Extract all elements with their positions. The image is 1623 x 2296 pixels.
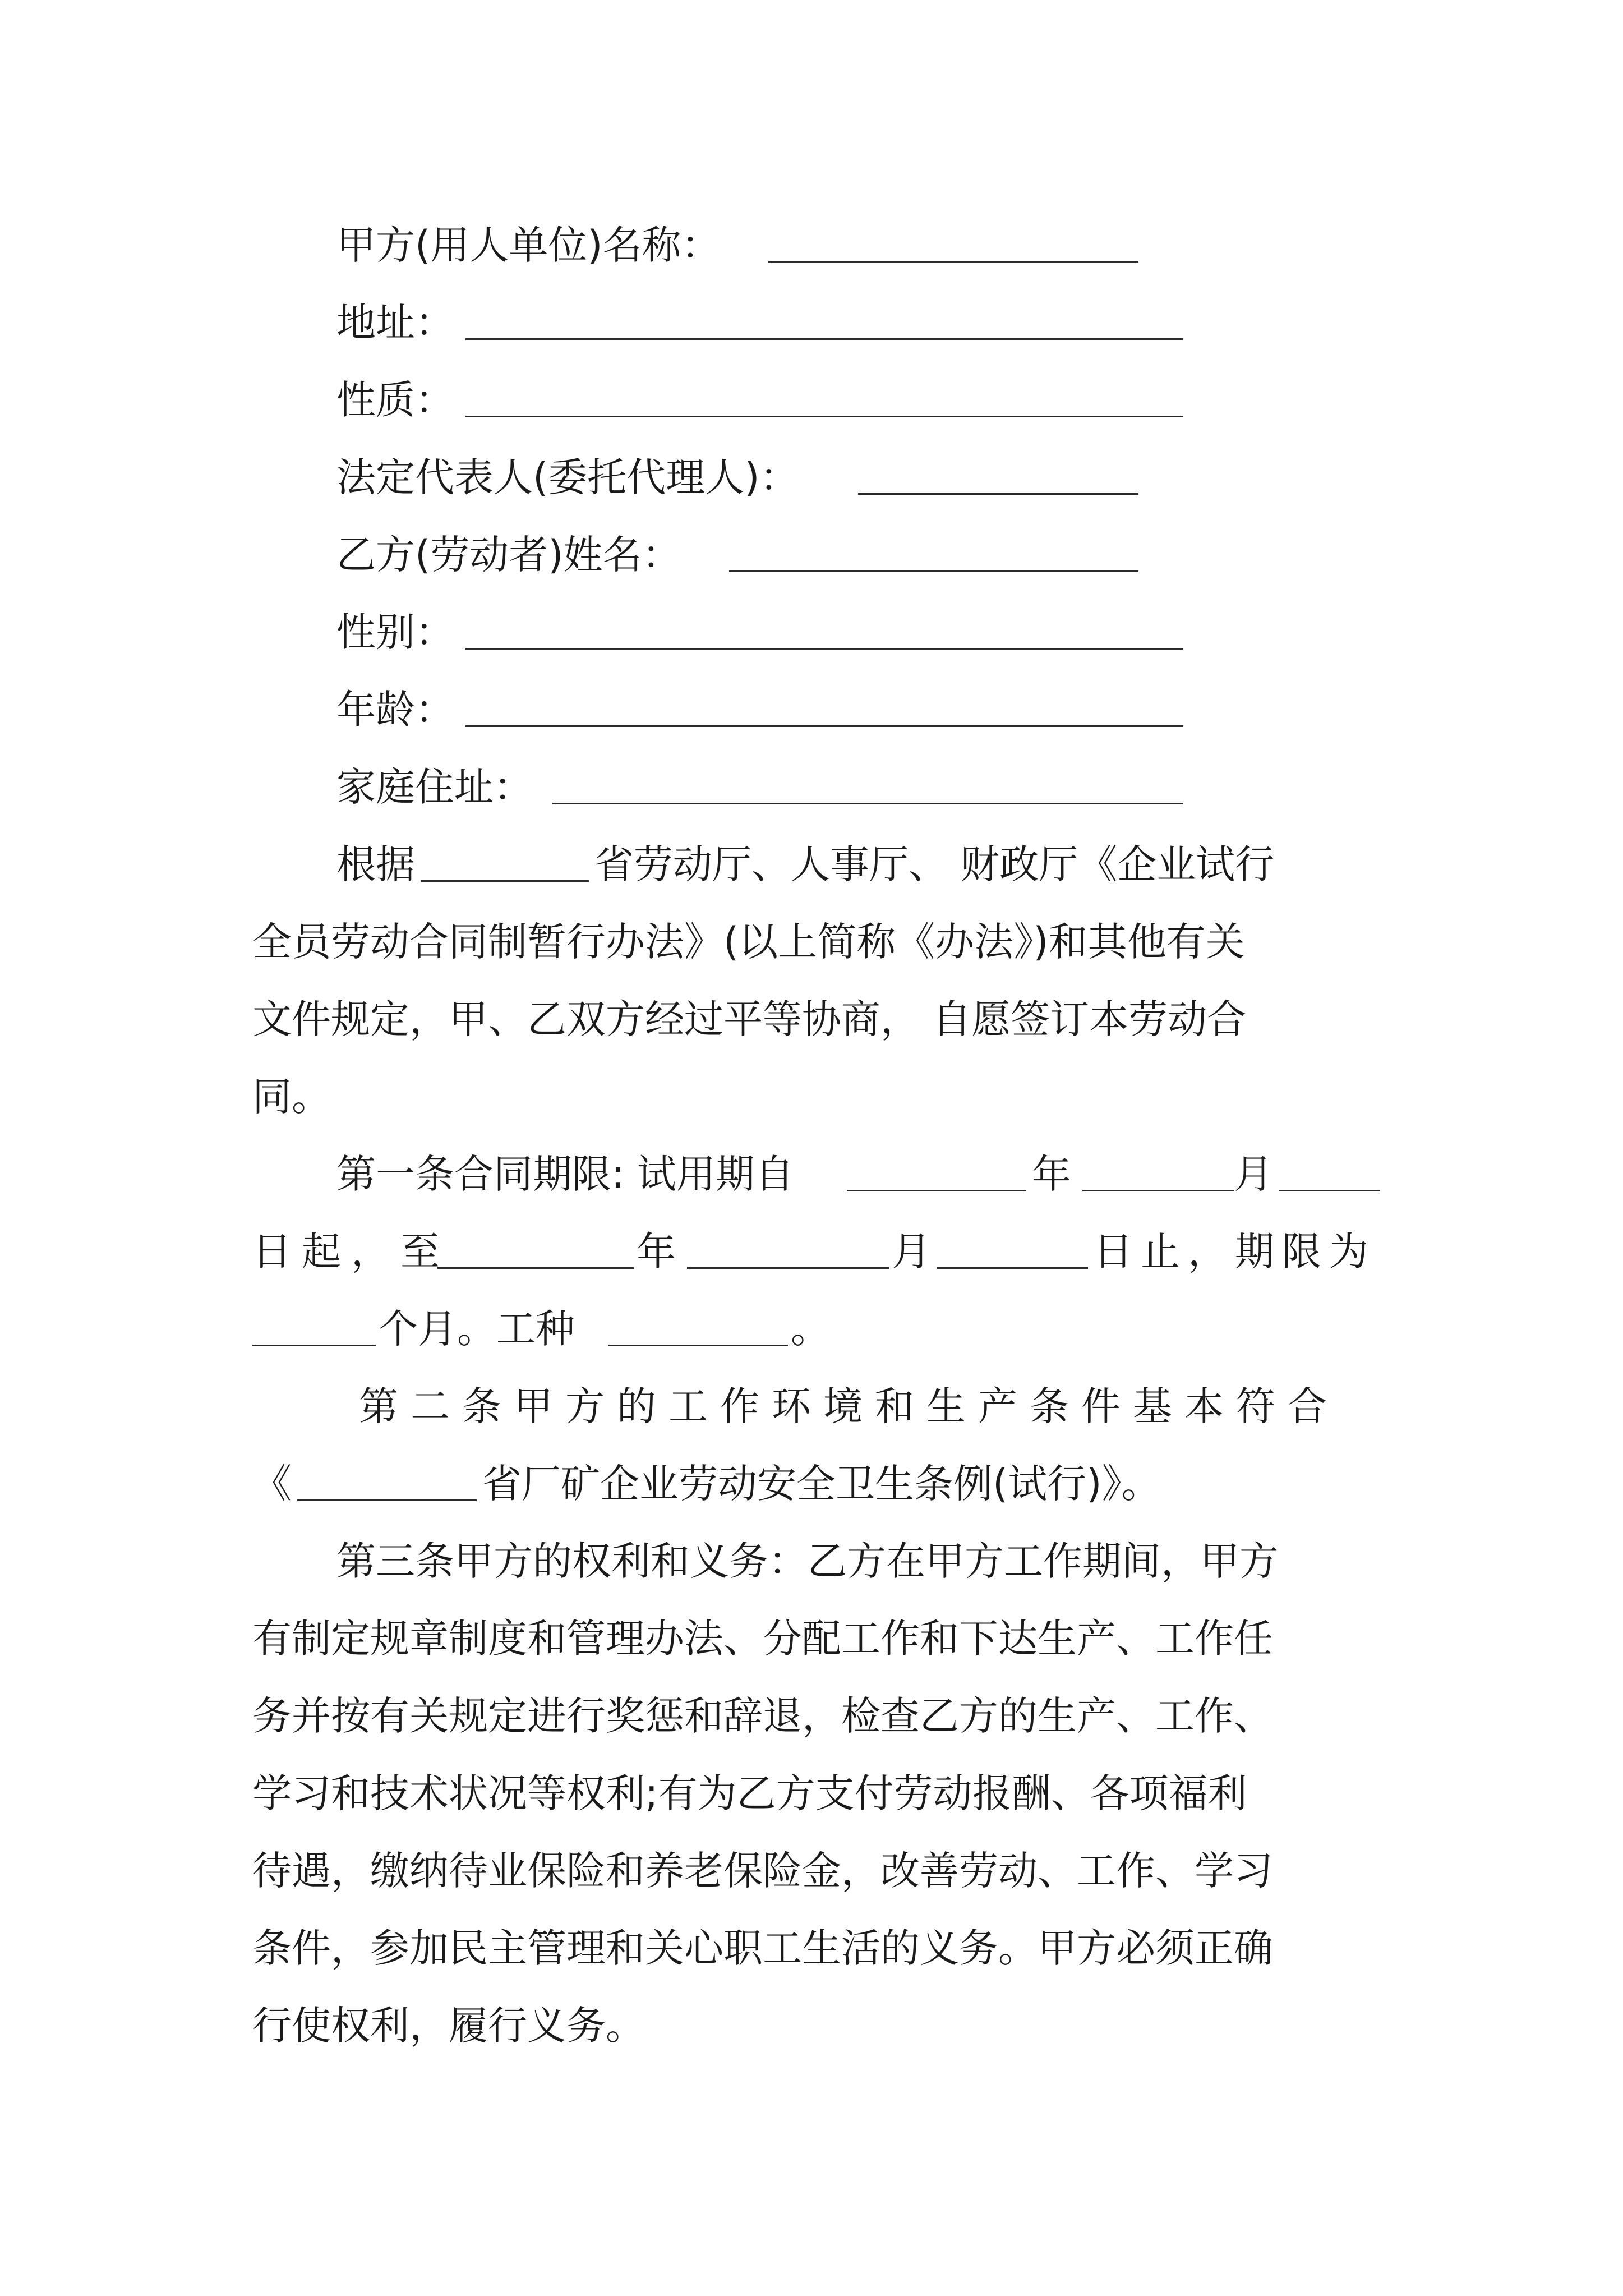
preamble-text-line2: 全员劳动合同制暂行办法》(以上简称《办法》)和其他有关 bbox=[252, 919, 1245, 965]
article1-from-to: 日起，至 bbox=[252, 1228, 450, 1274]
article2-line1: 第二条甲方的工作环境和生产条件基本符合 bbox=[359, 1383, 1339, 1429]
field-label-employee-name: 乙方(劳动者)姓名： bbox=[336, 532, 681, 578]
blank-employer-name[interactable] bbox=[768, 261, 1138, 263]
blank-employee-name[interactable] bbox=[729, 570, 1138, 572]
blank-trial-year[interactable] bbox=[847, 1190, 1026, 1191]
blank-end-day[interactable] bbox=[937, 1267, 1088, 1269]
article3-line4: 学习和技术状况等权利;有为乙方支付劳动报酬、各项福利 bbox=[252, 1770, 1247, 1816]
field-label-employer-name: 甲方(用人单位)名称： bbox=[336, 222, 721, 268]
article1-month-2: 月 bbox=[892, 1228, 931, 1274]
preamble-text-line4: 同。 bbox=[252, 1074, 331, 1120]
article1-year-2: 年 bbox=[637, 1228, 676, 1274]
article1-year-1: 年 bbox=[1032, 1151, 1071, 1197]
blank-job-type[interactable] bbox=[608, 1345, 788, 1346]
article3-line7: 行使权利，履行义务。 bbox=[252, 2003, 645, 2049]
article1-period: 日止，期限为 bbox=[1094, 1228, 1376, 1274]
article1-heading: 第一条合同期限: 试用期自 bbox=[336, 1151, 794, 1197]
article3-line5: 待遇，缴纳待业保险和养老保险金，改善劳动、工作、学习 bbox=[252, 1848, 1273, 1894]
article3-line2: 有制定规章制度和管理办法、分配工作和下达生产、工作任 bbox=[252, 1616, 1273, 1662]
field-label-gender: 性别： bbox=[336, 609, 454, 655]
blank-trial-month[interactable] bbox=[1082, 1190, 1234, 1191]
field-label-nature: 性质： bbox=[336, 377, 454, 423]
blank-age[interactable] bbox=[465, 725, 1183, 727]
field-label-home-address: 家庭住址： bbox=[336, 764, 533, 810]
blank-home-address[interactable] bbox=[552, 803, 1183, 804]
article1-end-period: 。 bbox=[791, 1306, 830, 1352]
blank-address[interactable] bbox=[465, 338, 1183, 340]
blank-gender[interactable] bbox=[465, 648, 1183, 650]
article3-line3: 务并按有关规定进行奖惩和辞退，检查乙方的生产、工作、 bbox=[252, 1693, 1273, 1739]
field-label-legal-rep: 法定代表人(委托代理人)： bbox=[336, 454, 799, 500]
article1-month-1: 月 bbox=[1234, 1151, 1273, 1197]
blank-nature[interactable] bbox=[465, 416, 1183, 417]
article1-job-type: 个月。工种 bbox=[379, 1306, 575, 1352]
blank-end-month[interactable] bbox=[687, 1267, 889, 1269]
article2-line2: 省厂矿企业劳动安全卫生条例(试行)》。 bbox=[482, 1461, 1161, 1507]
blank-trial-day[interactable] bbox=[1279, 1190, 1380, 1191]
field-label-address: 地址： bbox=[336, 300, 454, 346]
preamble-text-line3: 文件规定，甲、乙双方经过平等协商， 自愿签订本劳动合 bbox=[252, 996, 1247, 1042]
blank-province-2[interactable] bbox=[297, 1499, 477, 1501]
blank-end-year[interactable] bbox=[437, 1267, 634, 1269]
article3-line1: 第三条甲方的权利和义务：乙方在甲方工作期间，甲方 bbox=[336, 1538, 1279, 1584]
blank-legal-rep[interactable] bbox=[858, 493, 1138, 495]
article2-open-quote: 《 bbox=[252, 1461, 292, 1507]
blank-province-1[interactable] bbox=[421, 880, 589, 882]
blank-months[interactable] bbox=[252, 1345, 376, 1346]
preamble-text-start: 根据 bbox=[336, 841, 415, 887]
article3-line6: 条件，参加民主管理和关心职工生活的义务。甲方必须正确 bbox=[252, 1925, 1273, 1971]
field-label-age: 年龄： bbox=[336, 687, 454, 733]
preamble-text-line1: 省劳动厅、人事厅、 财政厅《企业试行 bbox=[594, 841, 1275, 887]
